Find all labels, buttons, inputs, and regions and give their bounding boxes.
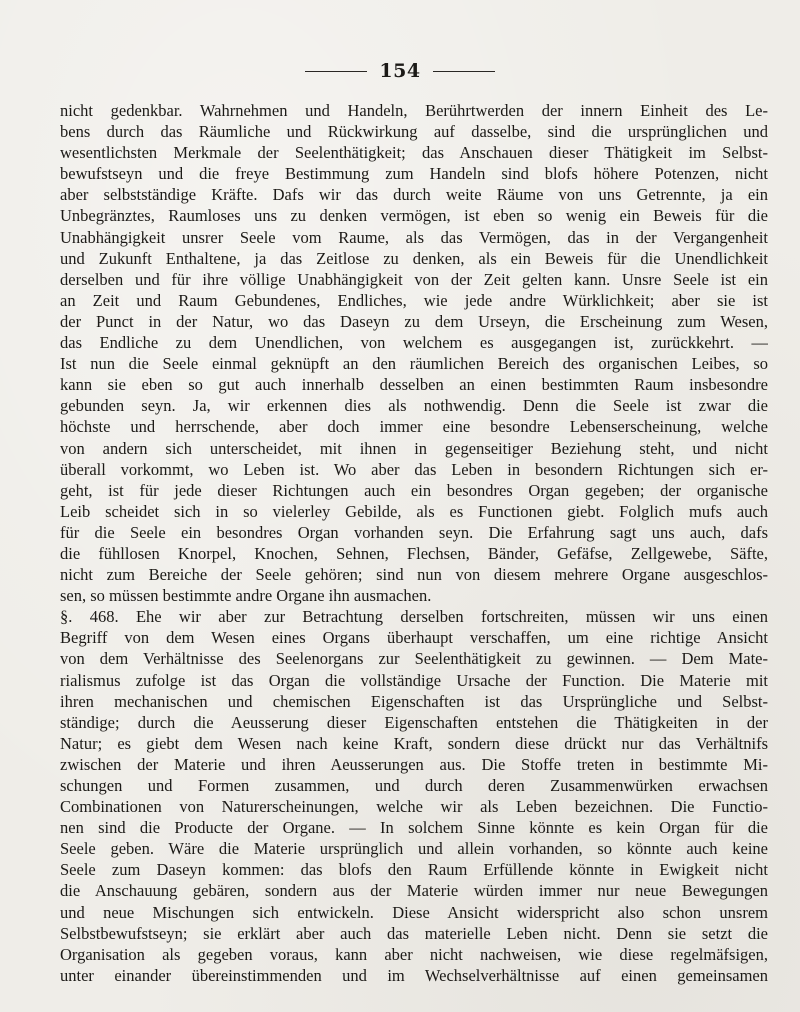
text-line: §. 468. Ehe wir aber zur Betrachtung derselben fortschreiten, müssen wir uns einen [60, 607, 768, 627]
text-line: Natur; es giebt dem Wesen nach keine Kraft, sondern diese drückt nur das Verhältnifs [60, 733, 768, 753]
text-line: und Zukunft Enthaltene, ja das Zeitlose zu denken, als ein Beweis für die Unendlichkeit [60, 248, 768, 268]
text-line: derselben und für ihre völlige Unabhängigkeit von der Zeit gelten kann. Unsre Seele ist ein [60, 269, 768, 289]
text-line: Unbegränztes, Raumloses uns zu denken vermögen, ist eben so wenig ein Beweis für die [60, 206, 768, 226]
text-line: sen, so müssen bestimmte andre Organe ihn ausmachen. [60, 586, 432, 606]
text-line: ständige; durch die Aeusserung dieser Eigenschaften entstehen die Thätigkeiten in der [60, 712, 768, 732]
page-header [0, 56, 800, 86]
text-line: der Punct in der Natur, wo das Daseyn zu dem Urseyn, die Erscheinung zum Wesen, [60, 311, 768, 331]
text-line: Ist nun die Seele einmal geknüpft an den räumlichen Bereich des organischen Leibes, so [60, 354, 768, 374]
text-line: nicht gedenkbar. Wahrnehmen und Handeln, Berührtwerden der innern Einheit des Le- [60, 101, 768, 120]
text-line: bens durch das Räumliche und Rückwirkung auf dasselbe, sind die ursprünglichen und [60, 122, 768, 142]
text-line: kann sie eben so gut auch innerhalb desselben an einen bestimmten Raum insbesondre [60, 375, 768, 395]
body-text [60, 100, 768, 986]
text-line: wesentlichsten Merkmale der Seelenthätigkeit; das Anschauen dieser Thätigkeit im Selbst- [60, 143, 768, 163]
text-line: aber selbstständige Kräfte. Dafs wir das durch weite Räume von uns Getrennte, ja ein [60, 185, 768, 205]
text-line: die fühllosen Knorpel, Knochen, Sehnen, Flechsen, Bänder, Gefäfse, Zellgewebe, Säfte, [60, 543, 768, 563]
text-line: bewufstseyn und die freye Bestimmung zum Handeln sind blofs höhere Potenzen, nicht [60, 164, 768, 184]
text-line: das Endliche zu dem Unendlichen, von welchem es ausgegangen ist, zurückkehrt. — [60, 333, 768, 353]
text-line: an Zeit und Raum Gebundenes, Endliches, wie jede andre Würklichkeit; aber sie ist [60, 290, 768, 310]
text-line: Combinationen von Naturerscheinungen, welche wir als Leben bezeichnen. Die Functio- [60, 797, 768, 817]
text-line: für die Seele ein besondres Organ vorhanden seyn. Die Erfahrung sagt uns auch, dafs [60, 522, 768, 542]
text-line: Unabhängigkeit unsrer Seele vom Raume, als das Vermögen, das in der Vergangenheit [60, 227, 768, 247]
page-number: 154 [379, 60, 421, 82]
text-line: Selbstbewufstseyn; sie erklärt aber auch das materielle Leben nicht. Denn sie setzt die [60, 923, 768, 943]
text-line: geht, ist für jede dieser Richtungen auch ein besondres Organ gegeben; der organische [60, 480, 768, 500]
text-line: überall vorkommt, wo Leben ist. Wo aber das Leben in besondern Richtungen sich er- [60, 459, 768, 479]
text-line: nicht zum Bereiche der Seele gehören; sind nun von diesem mehrere Organe ausgeschlos- [60, 565, 768, 585]
text-line: ihren mechanischen und chemischen Eigenschaften ist das Ursprüngliche und Selbst- [60, 691, 768, 711]
header-rule-right [433, 71, 495, 72]
text-line: Seele geben. Wäre die Materie ursprünglich und allein vorhanden, so könnte auch keine [60, 839, 768, 859]
text-line: die Anschauung gebären, sondern aus der Materie würden immer nur neue Bewegungen [60, 881, 768, 901]
text-line: Begriff von dem Wesen eines Organs überhaupt verschaffen, um eine richtige Ansicht [60, 628, 768, 648]
text-line: höchste und herrschende, aber doch immer eine besondre Lebenserscheinung, welche [60, 417, 768, 437]
text-line: rialismus zufolge ist das Organ die vollständige Ursache der Function. Die Materie mit [60, 670, 768, 690]
text-line: Organisation als gegeben voraus, kann aber nicht nachweisen, wie diese regelmäfsigen, [60, 944, 768, 964]
text-line: von andern sich unterscheidet, mit ihnen in gegenseitiger Beziehung steht, und nicht [60, 438, 768, 458]
text-line: schungen und Formen zusammen, und durch deren Zusammenwürken erwachsen [60, 776, 768, 795]
text-line: Leib scheidet sich in so vielerley Gebilde, als es Functionen giebt. Folglich mufs auch [60, 501, 768, 521]
text-line: Seele zum Daseyn kommen: das blofs den Raum Erfüllende könnte in Ewigkeit nicht [60, 860, 768, 880]
text-line: gebunden seyn. Ja, wir erkennen dies als nothwendig. Denn die Seele ist zwar die [60, 396, 768, 416]
text-line: und neue Mischungen sich entwickeln. Diese Ansicht widerspricht also schon unsrem [60, 902, 768, 922]
header-rule-left [305, 71, 367, 72]
text-line: von dem Verhältnisse des Seelenorgans zur Seelenthätigkeit zu gewinnen. — Dem Mate- [60, 649, 768, 669]
text-line: zwischen der Materie und ihren Aeusserungen aus. Die Stoffe treten in bestimmte Mi- [60, 754, 768, 774]
text-line: unter einander übereinstimmenden und im Wechselverhältnisse auf einen gemeinsamen [60, 965, 768, 985]
text-line: nen sind die Producte der Organe. — In solchem Sinne könnte es kein Organ für die [60, 818, 768, 838]
